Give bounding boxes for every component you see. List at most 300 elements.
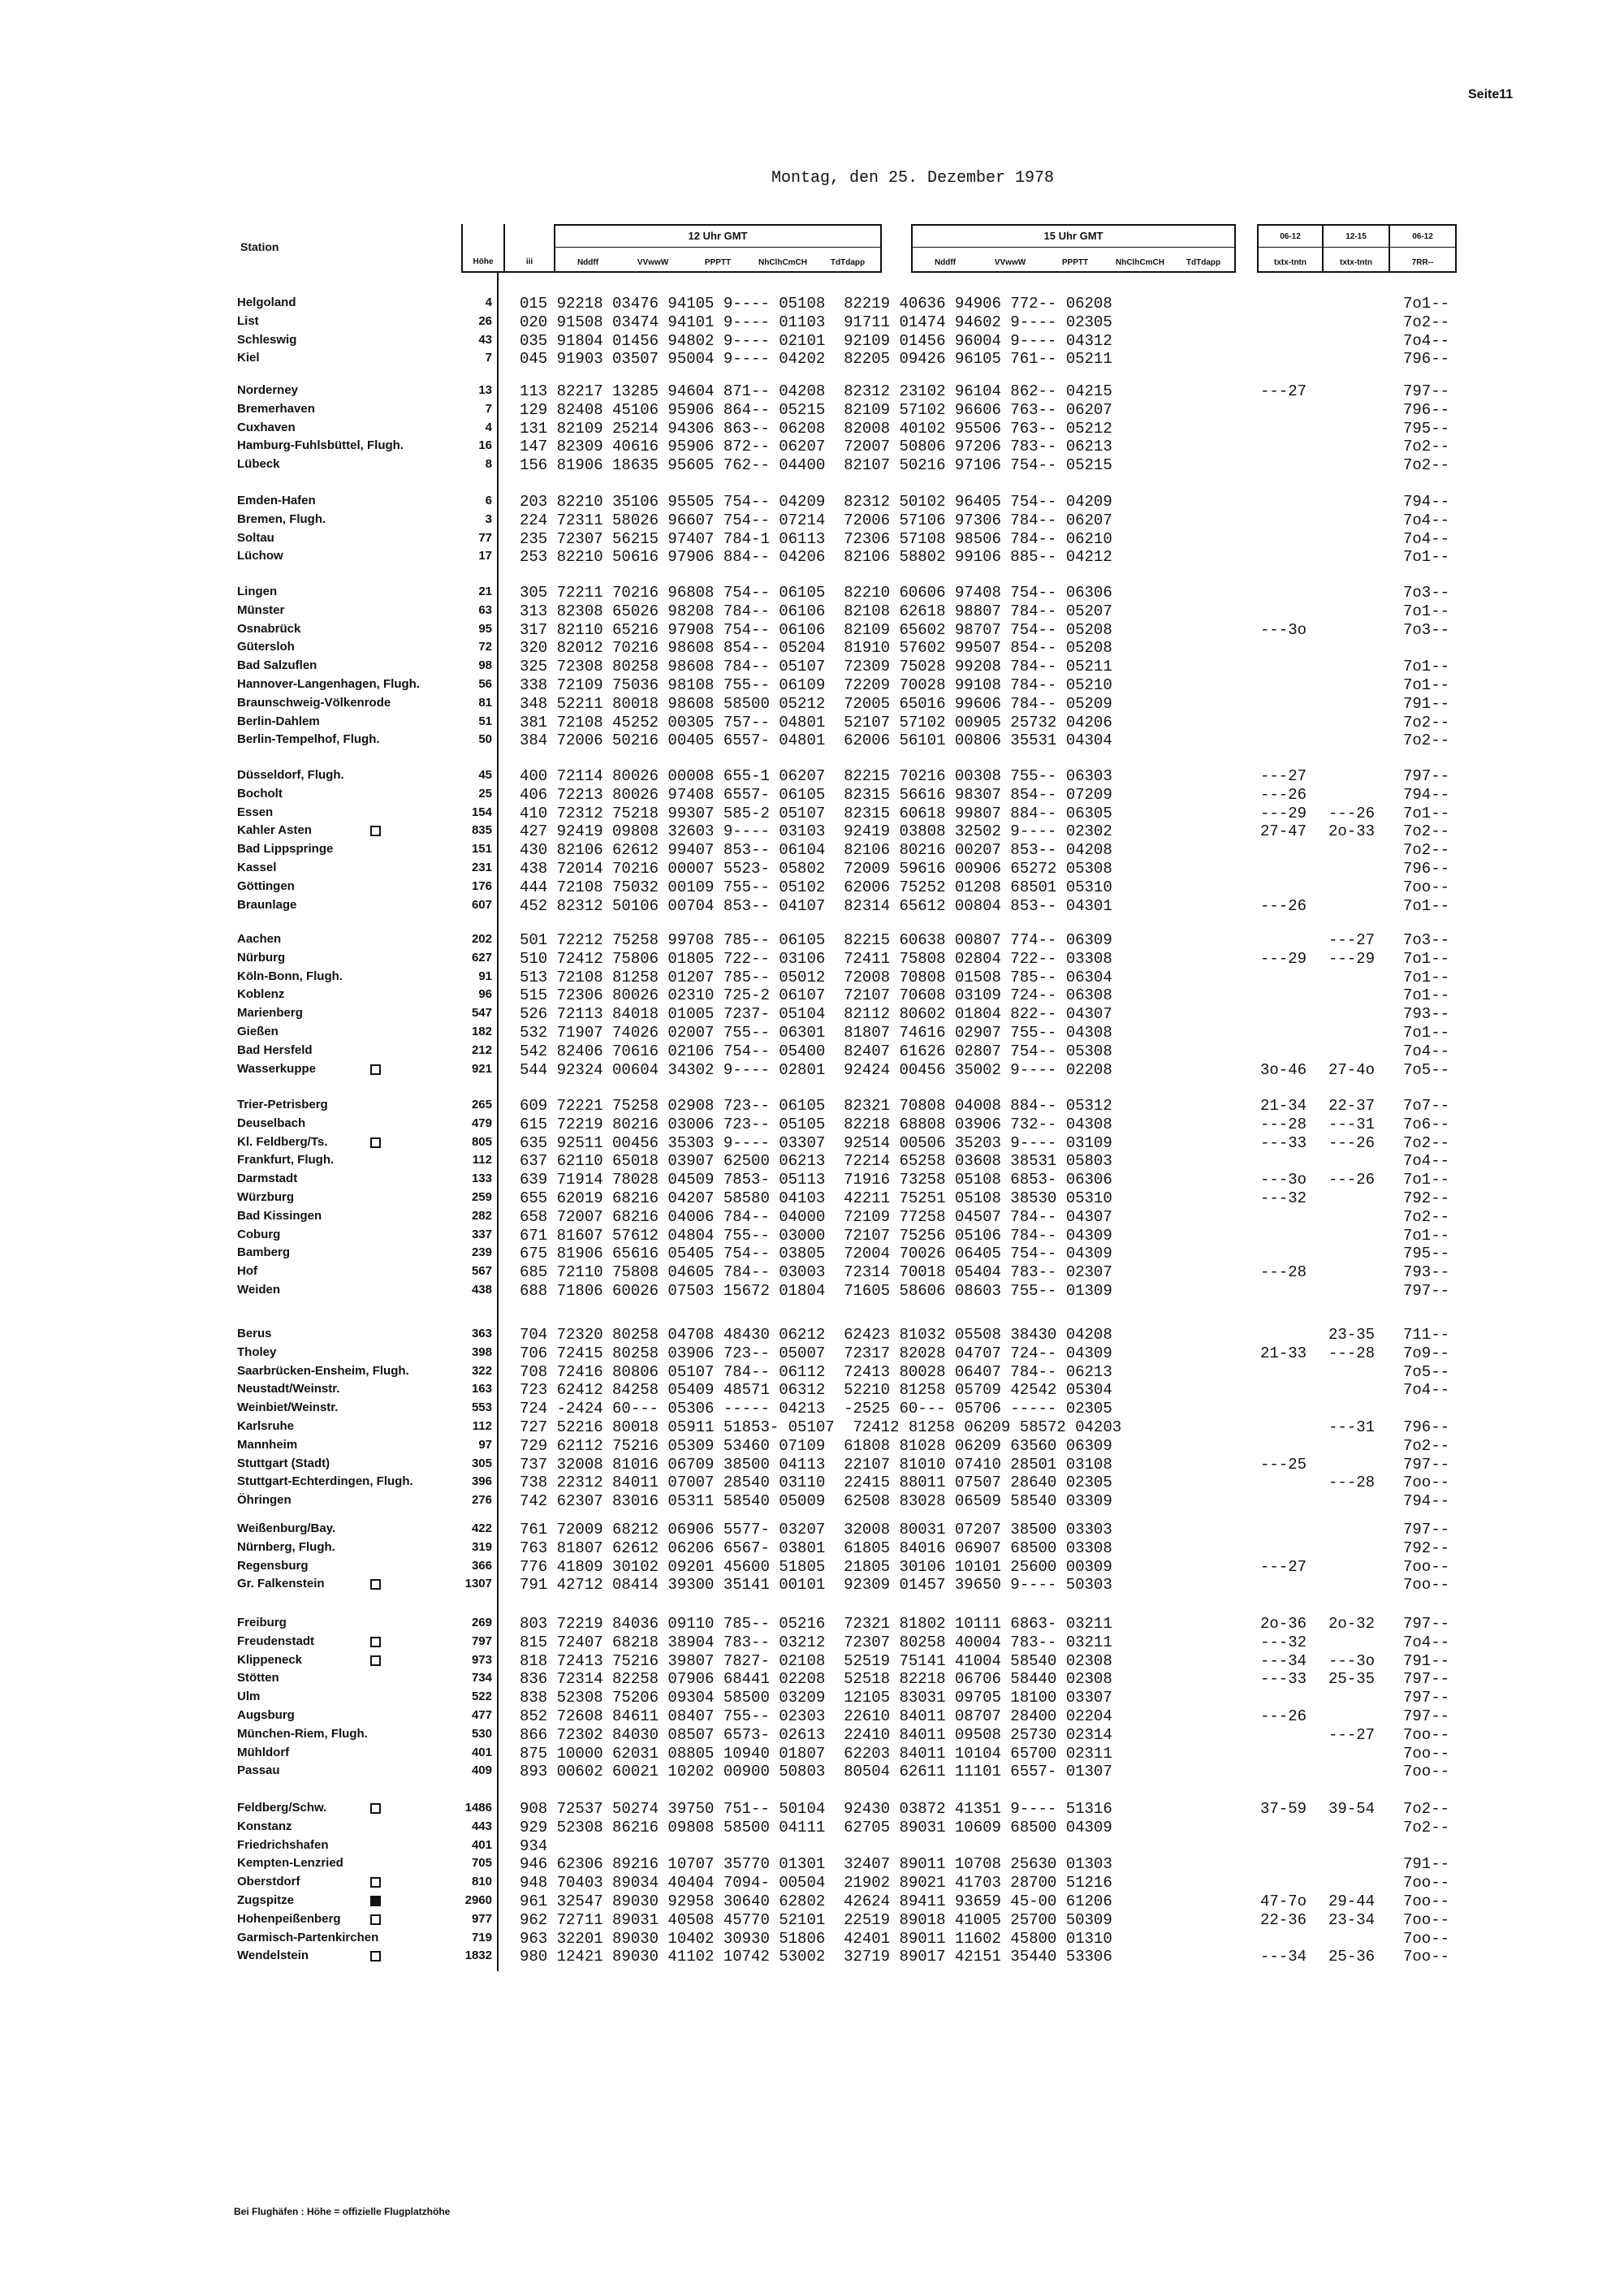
observation-data: 688 71806 60026 07503 15672 01804 71605 58606 08603 755-- 01309 xyxy=(520,1282,1112,1300)
open-square-icon xyxy=(370,1914,381,1925)
precip-code: 7oo-- xyxy=(1403,1576,1450,1594)
precip-code: 7o4-- xyxy=(1403,1381,1450,1399)
open-square-icon xyxy=(370,1803,381,1814)
temp-range-06-12: ---32 xyxy=(1260,1189,1307,1207)
open-square-icon xyxy=(370,1951,381,1962)
observation-data: 035 91804 01456 94802 9---- 02101 92109 01456 96004 9---- 04312 xyxy=(520,332,1112,350)
station-height: 81 xyxy=(478,696,492,710)
station-name: Berus xyxy=(237,1327,272,1340)
station-name: Kl. Feldberg/Ts. xyxy=(237,1135,328,1149)
observation-data: 338 72109 75036 98108 755-- 06109 72209 70028 99108 784-- 05210 xyxy=(520,676,1112,694)
station-height: 21 xyxy=(478,585,492,598)
rule-group15-right xyxy=(1234,224,1236,273)
station-name: Freudenstadt xyxy=(237,1634,315,1648)
temp-range-06-12: ---28 xyxy=(1260,1116,1307,1133)
open-square-icon xyxy=(370,1655,381,1666)
header-group15: 15 Uhr GMT xyxy=(1043,230,1104,242)
station-name: Bad Salzuflen xyxy=(237,658,317,672)
precip-code: 7o2-- xyxy=(1403,841,1450,859)
station-height: 77 xyxy=(478,531,492,545)
temp-range-12-15: 25-35 xyxy=(1328,1670,1376,1688)
station-height: 805 xyxy=(471,1135,492,1149)
station-name: Essen xyxy=(237,805,274,819)
temp-range-06-12: ---34 xyxy=(1260,1948,1307,1966)
header-col-12-tdapp: TdTdapp xyxy=(830,258,866,267)
precip-code: 794-- xyxy=(1403,1492,1450,1510)
precip-code: 797-- xyxy=(1403,1689,1450,1707)
precip-code: 7o9-- xyxy=(1403,1344,1450,1362)
station-name: Bad Kissingen xyxy=(237,1209,322,1223)
header-col-12-clouds: NhClhCmCH xyxy=(758,258,807,267)
temp-range-12-15: ---28 xyxy=(1328,1474,1376,1491)
header-col-15-ppptt: PPPTT xyxy=(1061,258,1089,267)
temp-range-12-15: ---26 xyxy=(1328,1171,1376,1189)
header-iii: iii xyxy=(525,257,533,266)
temp-range-06-12: ---27 xyxy=(1260,382,1307,400)
temp-range-06-12: 27-47 xyxy=(1260,822,1307,840)
temp-range-12-15: ---27 xyxy=(1328,1726,1376,1744)
station-name: List xyxy=(237,314,259,328)
precip-code: 793-- xyxy=(1403,1263,1450,1281)
station-height: 705 xyxy=(471,1856,492,1870)
observation-data: 729 62112 75216 05309 53460 07109 61808 81028 06209 63560 06309 xyxy=(520,1437,1112,1455)
observation-data: 704 72320 80258 04708 48430 06212 62423 81032 05508 38430 04208 xyxy=(520,1326,1112,1344)
station-name: Soltau xyxy=(237,531,274,545)
header-col-12-nddff: Nddff xyxy=(577,258,599,267)
station-height: 438 xyxy=(471,1283,492,1297)
observation-data: 129 82408 45106 95906 864-- 05215 82109 57102 96606 763-- 06207 xyxy=(520,401,1112,419)
observation-data: 020 91508 03474 94101 9---- 01103 91711 01474 94602 9---- 02305 xyxy=(520,313,1112,331)
observation-data: 147 82309 40616 95906 872-- 06207 72007 50806 97206 783-- 06213 xyxy=(520,438,1112,455)
station-name: Cuxhaven xyxy=(237,421,296,434)
precip-code: 7oo-- xyxy=(1403,1763,1450,1780)
station-name: Ulm xyxy=(237,1690,261,1703)
observation-data: 532 71907 74026 02007 755-- 06301 81807 74616 02907 755-- 04308 xyxy=(520,1024,1112,1042)
observation-data: 761 72009 68212 06906 5577- 03207 32008 80031 07207 38500 03303 xyxy=(520,1521,1112,1539)
temp-range-12-15: 25-36 xyxy=(1328,1948,1376,1966)
precip-code: 7o2-- xyxy=(1403,1208,1450,1226)
station-name: Gr. Falkenstein xyxy=(237,1577,325,1590)
station-height: 547 xyxy=(471,1006,492,1020)
station-height: 239 xyxy=(471,1245,492,1259)
precip-code: 7o4-- xyxy=(1403,530,1450,548)
station-height: 797 xyxy=(471,1634,492,1648)
temp-range-12-15: 23-35 xyxy=(1328,1326,1376,1344)
station-name: Braunschweig-Völkenrode xyxy=(237,696,391,710)
header-station: Station xyxy=(240,240,279,253)
precip-code: 7o2-- xyxy=(1403,1134,1450,1152)
observation-data: 317 82110 65216 97908 754-- 06106 82109 65602 98707 754-- 05208 xyxy=(520,621,1112,639)
precip-code: 7o1-- xyxy=(1403,295,1450,313)
observation-data: 438 72014 70216 00007 5523- 05802 72009 59616 00906 65272 05308 xyxy=(520,860,1112,878)
station-name: Neustadt/Weinstr. xyxy=(237,1382,340,1396)
observation-data: 791 42712 08414 39300 35141 00101 92309 01457 39650 9---- 50303 xyxy=(520,1576,1112,1594)
precip-code: 797-- xyxy=(1403,1282,1450,1300)
observation-data: 655 62019 68216 04207 58580 04103 42211 75251 05108 38530 05310 xyxy=(520,1189,1112,1207)
observation-data: 410 72312 75218 99307 585-2 05107 82315 60618 99807 884-- 06305 xyxy=(520,805,1112,822)
precip-code: 7o4-- xyxy=(1403,1152,1450,1170)
temp-range-06-12: ---26 xyxy=(1260,897,1307,915)
precip-code: 7o2-- xyxy=(1403,822,1450,840)
station-height: 973 xyxy=(471,1653,492,1667)
station-height: 151 xyxy=(471,842,492,856)
precip-code: 791-- xyxy=(1403,1855,1450,1873)
header-col-period-2: txtx-tntn xyxy=(1340,258,1372,267)
temp-range-12-15: 2o-32 xyxy=(1328,1615,1376,1633)
observation-data: 427 92419 09808 32603 9---- 03103 92419 03808 32502 9---- 02302 xyxy=(520,822,1112,840)
precip-code: 7o1-- xyxy=(1403,658,1450,675)
precip-code: 792-- xyxy=(1403,1539,1450,1557)
station-height: 282 xyxy=(471,1209,492,1223)
station-height: 72 xyxy=(478,640,492,654)
precip-code: 7oo-- xyxy=(1403,1745,1450,1763)
header-col-period-1: txtx-tntn xyxy=(1274,258,1307,267)
precip-code: 7oo-- xyxy=(1403,1930,1450,1948)
station-height: 1486 xyxy=(464,1801,492,1815)
station-name: Göttingen xyxy=(237,879,295,893)
station-height: 45 xyxy=(478,768,492,782)
precip-code: 797-- xyxy=(1403,1707,1450,1725)
observation-data: 875 10000 62031 08805 10940 01807 62203 84011 10104 65700 02311 xyxy=(520,1745,1112,1763)
station-height: 1307 xyxy=(464,1577,492,1590)
precip-code: 7o4-- xyxy=(1403,511,1450,529)
observation-data: 737 32008 81016 06709 38500 04113 22107 81010 07410 28501 03108 xyxy=(520,1456,1112,1474)
precip-code: 7o1-- xyxy=(1403,676,1450,694)
station-name: Köln-Bonn, Flugh. xyxy=(237,969,343,983)
observation-data: 526 72113 84018 01005 7237- 05104 82112 80602 01804 822-- 04307 xyxy=(520,1005,1112,1023)
precip-code: 791-- xyxy=(1403,695,1450,713)
open-square-icon xyxy=(370,1637,381,1647)
station-height: 835 xyxy=(471,823,492,837)
precip-code: 795-- xyxy=(1403,420,1450,438)
observation-data: 384 72006 50216 00405 6557- 04801 62006 56101 00806 35531 04304 xyxy=(520,732,1112,749)
station-name: Passau xyxy=(237,1763,280,1777)
station-height: 337 xyxy=(471,1228,492,1241)
station-name: Feldberg/Schw. xyxy=(237,1801,327,1815)
rule-period-mid xyxy=(1257,247,1457,248)
station-name: Norderney xyxy=(237,383,299,397)
precip-code: 7o3-- xyxy=(1403,621,1450,639)
precip-code: 797-- xyxy=(1403,767,1450,785)
temp-range-06-12: ---34 xyxy=(1260,1652,1307,1670)
precip-code: 797-- xyxy=(1403,1670,1450,1688)
header-col-15-tdapp: TdTdapp xyxy=(1186,258,1221,267)
station-height: 231 xyxy=(471,861,492,874)
precip-code: 7o1-- xyxy=(1403,1171,1450,1189)
station-name: Hohenpeißenberg xyxy=(237,1912,341,1926)
station-height: 810 xyxy=(471,1875,492,1888)
station-height: 8 xyxy=(485,457,492,471)
precip-code: 792-- xyxy=(1403,1189,1450,1207)
precip-code: 7oo-- xyxy=(1403,878,1450,896)
station-height: 176 xyxy=(471,879,492,893)
observation-data: 615 72219 80216 03006 723-- 05105 82218 68808 03906 732-- 04308 xyxy=(520,1116,1112,1133)
station-name: Konstanz xyxy=(237,1819,292,1833)
observation-data: 838 52308 75206 09304 58500 03209 12105 83031 09705 18100 03307 xyxy=(520,1689,1112,1707)
precip-code: 7o1-- xyxy=(1403,805,1450,822)
station-height: 319 xyxy=(471,1540,492,1554)
header-hoehe: Höhe xyxy=(473,257,494,266)
temp-range-12-15: 39-54 xyxy=(1328,1800,1376,1818)
observation-data: 544 92324 00604 34302 9---- 02801 92424 00456 35002 9---- 02208 xyxy=(520,1061,1112,1079)
temp-range-12-15: 23-34 xyxy=(1328,1911,1376,1929)
precip-code: 7o6-- xyxy=(1403,1116,1450,1133)
precip-code: 797-- xyxy=(1403,1456,1450,1474)
observation-data: 452 82312 50106 00704 853-- 04107 82314 65612 00804 853-- 04301 xyxy=(520,897,1112,915)
precip-code: 7oo-- xyxy=(1403,1558,1450,1576)
observation-data: 381 72108 45252 00305 757-- 04801 52107 57102 00905 25732 04206 xyxy=(520,714,1112,732)
temp-range-12-15: ---29 xyxy=(1328,950,1376,968)
temp-range-06-12: ---28 xyxy=(1260,1263,1307,1281)
station-name: Wendelstein xyxy=(237,1949,309,1962)
temp-range-06-12: 37-59 xyxy=(1260,1800,1307,1818)
temp-range-06-12: 3o-46 xyxy=(1260,1061,1307,1079)
precip-code: 7o2-- xyxy=(1403,1437,1450,1455)
station-height: 97 xyxy=(478,1438,492,1452)
station-name: Stuttgart (Stadt) xyxy=(237,1457,330,1470)
station-height: 6 xyxy=(485,494,492,507)
temp-range-06-12: 47-7o xyxy=(1260,1892,1307,1910)
precip-code: 7o2-- xyxy=(1403,1819,1450,1836)
observation-data: 510 72412 75806 01805 722-- 03106 72411 75808 02804 722-- 03308 xyxy=(520,950,1112,968)
temp-range-06-12: 22-36 xyxy=(1260,1911,1307,1929)
station-height: 3 xyxy=(485,512,492,526)
station-name: Regensburg xyxy=(237,1559,309,1573)
precip-code: 7oo-- xyxy=(1403,1892,1450,1910)
station-name: Osnabrück xyxy=(237,622,301,636)
station-height: 401 xyxy=(471,1838,492,1852)
temp-range-12-15: ---3o xyxy=(1328,1652,1376,1670)
observation-data: 706 72415 80258 03906 723-- 05007 72317 82028 04707 724-- 04309 xyxy=(520,1344,1112,1362)
temp-range-06-12: ---33 xyxy=(1260,1134,1307,1152)
station-height: 154 xyxy=(471,805,492,819)
rule-body-vertical xyxy=(497,273,499,1971)
temp-range-06-12: 21-34 xyxy=(1260,1097,1307,1115)
precip-code: 791-- xyxy=(1403,1652,1450,1670)
temp-range-12-15: ---28 xyxy=(1328,1344,1376,1362)
observation-data: 348 52211 80018 98608 58500 05212 72005 65016 99606 784-- 05209 xyxy=(520,695,1112,713)
station-height: 4 xyxy=(485,421,492,434)
observation-data: 776 41809 30102 09201 45600 51805 21805 30106 10101 25600 00309 xyxy=(520,1558,1112,1576)
station-height: 567 xyxy=(471,1264,492,1278)
header-col-12-vvwww: VVwwW xyxy=(637,258,669,267)
station-height: 13 xyxy=(478,383,492,397)
station-name: Bamberg xyxy=(237,1245,291,1259)
observation-data: 658 72007 68216 04006 784-- 04000 72109 77258 04507 784-- 04307 xyxy=(520,1208,1112,1226)
rule-period-top xyxy=(1257,224,1457,226)
page-number: Seite11 xyxy=(1468,88,1514,101)
temp-range-06-12: ---29 xyxy=(1260,805,1307,822)
rule-period-bottom xyxy=(1257,271,1457,273)
precip-code: 7o1-- xyxy=(1403,950,1450,968)
station-name: Karlsruhe xyxy=(237,1419,295,1433)
station-height: 477 xyxy=(471,1708,492,1722)
open-square-icon xyxy=(370,1877,381,1888)
station-height: 305 xyxy=(471,1457,492,1470)
station-name: Kempten-Lenzried xyxy=(237,1856,343,1870)
station-name: Trier-Petrisberg xyxy=(237,1098,328,1111)
station-height: 396 xyxy=(471,1474,492,1488)
precip-code: 7o2-- xyxy=(1403,456,1450,474)
open-square-icon xyxy=(370,1579,381,1590)
station-height: 112 xyxy=(472,1153,492,1167)
filled-square-icon xyxy=(370,1896,381,1906)
precip-code: 7oo-- xyxy=(1403,1726,1450,1744)
observation-data: 946 62306 89216 10707 35770 01301 32407 89011 10708 25630 01303 xyxy=(520,1855,1112,1873)
observation-data: 708 72416 80806 05107 784-- 06112 72413 80028 06407 784-- 06213 xyxy=(520,1363,1112,1381)
station-height: 398 xyxy=(471,1345,492,1359)
observation-data: 961 32547 89030 92958 30640 62802 42624 89411 93659 45-00 61206 xyxy=(520,1892,1112,1910)
temp-range-06-12: ---33 xyxy=(1260,1670,1307,1688)
footnote: Bei Flughäfen : Höhe = offizielle Flugplatzhöhe xyxy=(234,2206,451,2217)
temp-range-06-12: ---3o xyxy=(1260,1171,1307,1189)
temp-range-06-12: ---27 xyxy=(1260,767,1307,785)
station-height: 734 xyxy=(471,1671,492,1685)
precip-code: 7o1-- xyxy=(1403,1024,1450,1042)
observation-data: 948 70403 89034 40404 7094- 00504 21902 89021 41703 28700 51216 xyxy=(520,1874,1112,1892)
station-height: 98 xyxy=(478,658,492,672)
station-name: Tholey xyxy=(237,1345,277,1359)
temp-range-06-12: ---25 xyxy=(1260,1456,1307,1474)
precip-code: 7o1-- xyxy=(1403,1227,1450,1245)
station-name: Berlin-Dahlem xyxy=(237,714,320,728)
temp-range-12-15: 27-4o xyxy=(1328,1061,1376,1079)
observation-data: 609 72221 75258 02908 723-- 06105 82321 70808 04008 884-- 05312 xyxy=(520,1097,1112,1115)
temp-range-06-12: ---27 xyxy=(1260,1558,1307,1576)
open-square-icon xyxy=(370,1064,381,1075)
observation-data: 635 92511 00456 35303 9---- 03307 92514 00506 35203 9---- 03109 xyxy=(520,1134,1112,1152)
precip-code: 795-- xyxy=(1403,1245,1450,1262)
precip-code: 7o4-- xyxy=(1403,1042,1450,1060)
station-height: 7 xyxy=(485,351,492,365)
station-name: Gütersloh xyxy=(237,640,295,654)
station-name: Braunlage xyxy=(237,898,297,912)
station-height: 719 xyxy=(471,1931,492,1944)
observation-data: 723 62412 84258 05409 48571 06312 52210 81258 05709 42542 05304 xyxy=(520,1381,1112,1399)
temp-range-06-12: ---32 xyxy=(1260,1634,1307,1651)
station-height: 2960 xyxy=(464,1893,492,1907)
station-name: Deuselbach xyxy=(237,1116,306,1130)
precip-code: 796-- xyxy=(1403,401,1450,419)
precip-code: 7o2-- xyxy=(1403,714,1450,732)
precip-code: 797-- xyxy=(1403,1521,1450,1539)
observation-data: 815 72407 68218 38904 783-- 03212 72307 80258 40004 783-- 03211 xyxy=(520,1634,1112,1651)
open-square-icon xyxy=(370,1137,381,1148)
precip-code: 7o2-- xyxy=(1403,732,1450,749)
station-name: Kassel xyxy=(237,861,277,874)
precip-code: 7o3-- xyxy=(1403,931,1450,949)
station-height: 479 xyxy=(471,1116,492,1130)
precip-code: 7o2-- xyxy=(1403,1800,1450,1818)
rule-group12-right xyxy=(880,224,882,273)
station-name: Düsseldorf, Flugh. xyxy=(237,768,344,782)
station-height: 4 xyxy=(485,296,492,309)
station-height: 366 xyxy=(471,1559,492,1573)
station-height: 607 xyxy=(471,898,492,912)
station-name: Darmstadt xyxy=(237,1172,298,1185)
station-height: 363 xyxy=(471,1327,492,1340)
observation-data: 803 72219 84036 09110 785-- 05216 72321 81802 10111 6863- 03211 xyxy=(520,1615,1112,1633)
station-name: Öhringen xyxy=(237,1493,292,1507)
observation-data: 305 72211 70216 96808 754-- 06105 82210 60606 97408 754-- 06306 xyxy=(520,584,1112,602)
header-period-2: 12-15 xyxy=(1345,232,1367,241)
observation-data: 045 91903 03507 95004 9---- 04202 82205 09426 96105 761-- 05211 xyxy=(520,350,1112,368)
observation-data: 763 81807 62612 06206 6567- 03801 61805 84016 06907 68500 03308 xyxy=(520,1539,1112,1557)
observation-data: 515 72306 80026 02310 725-2 06107 72107 70608 03109 724-- 06308 xyxy=(520,986,1112,1004)
station-name: Bremerhaven xyxy=(237,402,315,416)
station-height: 322 xyxy=(471,1364,492,1378)
open-square-icon xyxy=(370,826,381,836)
temp-range-12-15: ---27 xyxy=(1328,931,1376,949)
precip-code: 793-- xyxy=(1403,1005,1450,1023)
observation-data: 724 -2424 60--- 05306 ----- 04213 -2525 60--- 05706 ----- 02305 xyxy=(520,1400,1112,1418)
header-col-period-3: 7RR-- xyxy=(1411,258,1434,267)
precip-code: 7o3-- xyxy=(1403,584,1450,602)
rule-group15-top xyxy=(911,224,1236,226)
station-height: 530 xyxy=(471,1727,492,1741)
station-name: Friedrichshafen xyxy=(237,1838,329,1852)
precip-code: 794-- xyxy=(1403,786,1450,804)
station-height: 627 xyxy=(471,951,492,965)
observation-data: 866 72302 84030 08507 6573- 02613 22410 84011 09508 25730 02314 xyxy=(520,1726,1112,1744)
observation-data: 131 82109 25214 94306 863-- 06208 82008 40102 95506 763-- 05212 xyxy=(520,420,1112,438)
station-height: 276 xyxy=(471,1493,492,1507)
station-name: Koblenz xyxy=(237,987,285,1001)
header-period-3: 06-12 xyxy=(1412,232,1433,241)
temp-range-06-12: ---26 xyxy=(1260,1707,1307,1725)
observation-data: 675 81906 65616 05405 754-- 03805 72004 70026 06405 754-- 04309 xyxy=(520,1245,1112,1262)
observation-data: 015 92218 03476 94105 9---- 05108 82219 40636 94906 772-- 06208 xyxy=(520,295,1112,313)
precip-code: 797-- xyxy=(1403,1615,1450,1633)
station-name: Freiburg xyxy=(237,1616,287,1629)
rule-group12-top xyxy=(554,224,880,226)
precip-code: 794-- xyxy=(1403,493,1450,511)
station-name: Bremen, Flugh. xyxy=(237,512,326,526)
precip-code: 7o2-- xyxy=(1403,313,1450,331)
precip-code: 7o4-- xyxy=(1403,1634,1450,1651)
precip-code: 7oo-- xyxy=(1403,1874,1450,1892)
station-name: Aachen xyxy=(237,932,282,946)
observation-data: 235 72307 56215 97407 784-1 06113 72306 57108 98506 784-- 06210 xyxy=(520,530,1112,548)
station-name: Coburg xyxy=(237,1228,281,1241)
station-name: Zugspitze xyxy=(237,1893,294,1907)
station-name: Weinbiet/Weinstr. xyxy=(237,1400,339,1414)
station-height: 26 xyxy=(478,314,492,328)
station-height: 25 xyxy=(478,787,492,801)
station-height: 522 xyxy=(471,1690,492,1703)
station-height: 163 xyxy=(471,1382,492,1396)
station-name: Würzburg xyxy=(237,1190,294,1204)
observation-data: 513 72108 81258 01207 785-- 05012 72008 70808 01508 785-- 06304 xyxy=(520,969,1112,986)
station-name: Garmisch-Partenkirchen xyxy=(237,1931,379,1944)
station-height: 443 xyxy=(471,1819,492,1833)
station-name: Nürburg xyxy=(237,951,286,965)
precip-code: 796-- xyxy=(1403,1418,1450,1436)
observation-data: 639 71914 78028 04509 7853- 05113 71916 73258 05108 6853- 06306 xyxy=(520,1171,1112,1189)
station-name: Hannover-Langenhagen, Flugh. xyxy=(237,677,421,691)
precip-code: 7oo-- xyxy=(1403,1911,1450,1929)
station-height: 401 xyxy=(471,1746,492,1759)
observation-data: 738 22312 84011 07007 28540 03110 22415 88011 07507 28640 02305 xyxy=(520,1474,1112,1491)
precip-code: 796-- xyxy=(1403,860,1450,878)
observation-data: 430 82106 62612 99407 853-- 06104 82106 80216 00207 853-- 04208 xyxy=(520,841,1112,859)
station-name: Klippeneck xyxy=(237,1653,303,1667)
station-height: 212 xyxy=(471,1043,492,1057)
station-height: 182 xyxy=(471,1025,492,1038)
station-name: Weißenburg/Bay. xyxy=(237,1521,336,1535)
station-height: 56 xyxy=(478,677,492,691)
observation-data: 501 72212 75258 99708 785-- 06105 82215 60638 00807 774-- 06309 xyxy=(520,931,1112,949)
